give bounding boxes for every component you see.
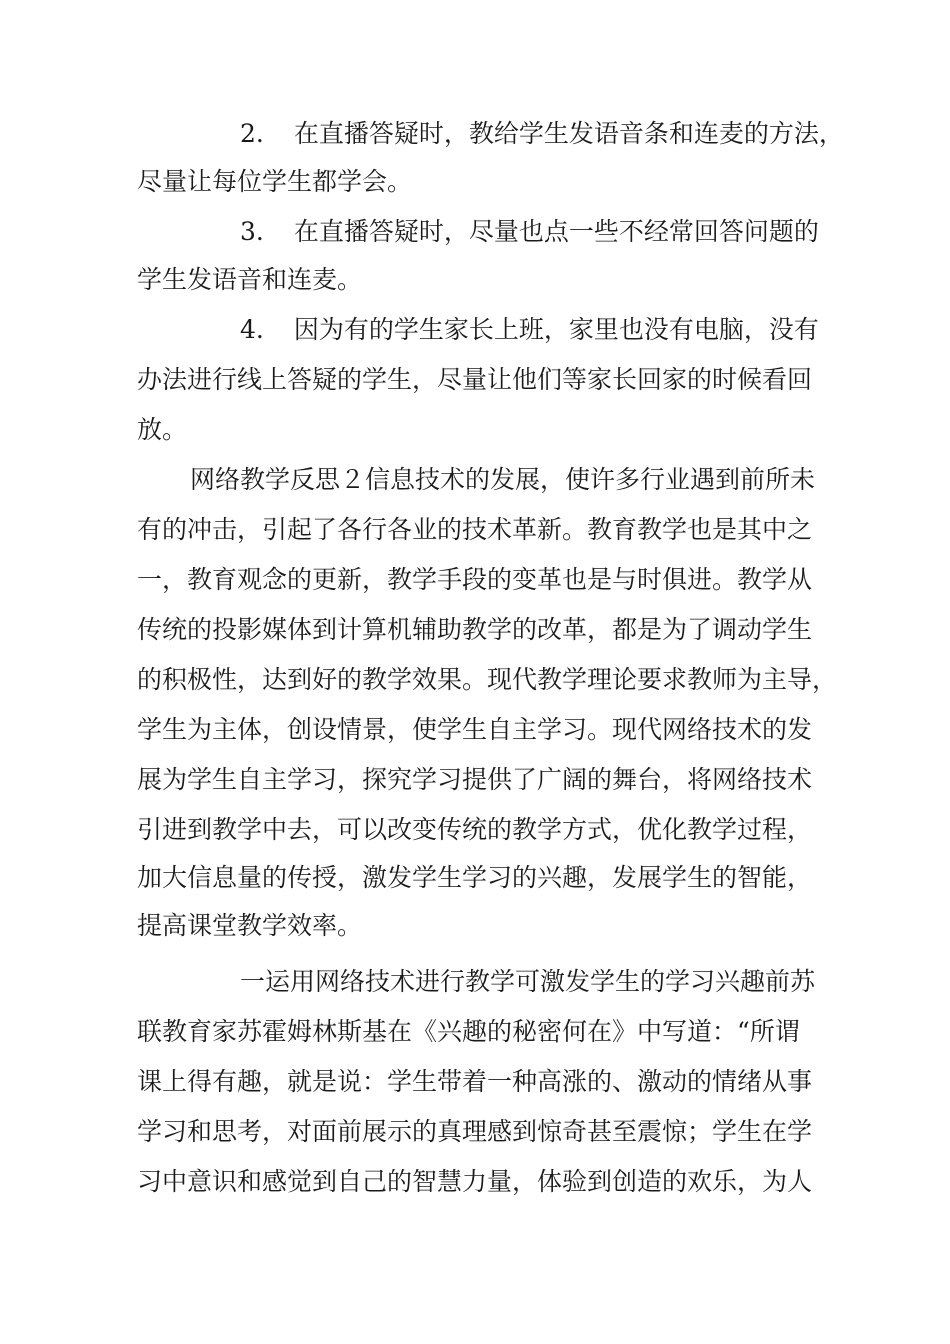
paragraph-2-line-2: 尽量让每位学生都学会。 <box>137 167 413 196</box>
list-number: 4. <box>240 315 264 344</box>
reflection-line-8: 引进到教学中去，可以改变传统的教学方式，优化教学过程， <box>137 815 813 844</box>
list-number: 2. <box>240 119 264 148</box>
section-line-3: 课上得有趣，就是说：学生带着一种高涨的、激动的情绪从事 <box>137 1067 813 1096</box>
reflection-line-1: 网络教学反思２信息技术的发展，使许多行业遇到前所未 <box>190 465 816 494</box>
paragraph-2-line-1 <box>240 114 844 154</box>
text-line: 因为有的学生家长上班，家里也没有电脑，没有 <box>293 315 819 344</box>
reflection-line-5: 的积极性，达到好的教学效果。现代教学理论要求教师为主导， <box>137 665 838 694</box>
reflection-line-4: 传统的投影媒体到计算机辅助教学的改革，都是为了调动学生 <box>137 615 813 644</box>
paragraph-4-line-3: 放。 <box>137 415 188 444</box>
reflection-line-7: 展为学生自主学习，探究学习提供了广阔的舞台，将网络技术 <box>137 765 813 794</box>
section-line-2: 联教育家苏霍姆林斯基在《兴趣的秘密何在》中写道：“所谓 <box>137 1017 800 1046</box>
paragraph-4-line-1 <box>240 310 819 350</box>
section-line-4: 学习和思考，对面前展示的真理感到惊奇甚至震惊；学生在学 <box>137 1117 813 1146</box>
text-line: 在直播答疑时，教给学生发语音条和连麦的方法， <box>293 119 844 148</box>
reflection-line-3: 一，教育观念的更新，教学手段的变革也是与时俱进。教学从 <box>137 565 813 594</box>
paragraph-3-line-2: 学生发语音和连麦。 <box>137 265 363 294</box>
paragraph-3-line-1 <box>240 212 819 252</box>
section-line-5: 习中意识和感觉到自己的智慧力量，体验到创造的欢乐，为人 <box>137 1167 813 1196</box>
reflection-line-6: 学生为主体，创设情景，使学生自主学习。现代网络技术的发 <box>137 715 813 744</box>
paragraph-4-line-2: 办法进行线上答疑的学生，尽量让他们等家长回家的时候看回 <box>137 365 813 394</box>
section-line-1: 一运用网络技术进行教学可激发学生的学习兴趣前苏 <box>240 967 816 996</box>
text-line: 在直播答疑时，尽量也点一些不经常回答问题的 <box>293 217 819 246</box>
reflection-line-9: 加大信息量的传授，激发学生学习的兴趣，发展学生的智能， <box>137 863 813 892</box>
list-number: 3. <box>240 217 264 246</box>
reflection-line-10: 提高课堂教学效率。 <box>137 911 363 940</box>
reflection-line-2: 有的冲击，引起了各行各业的技术革新。教育教学也是其中之 <box>137 515 813 544</box>
